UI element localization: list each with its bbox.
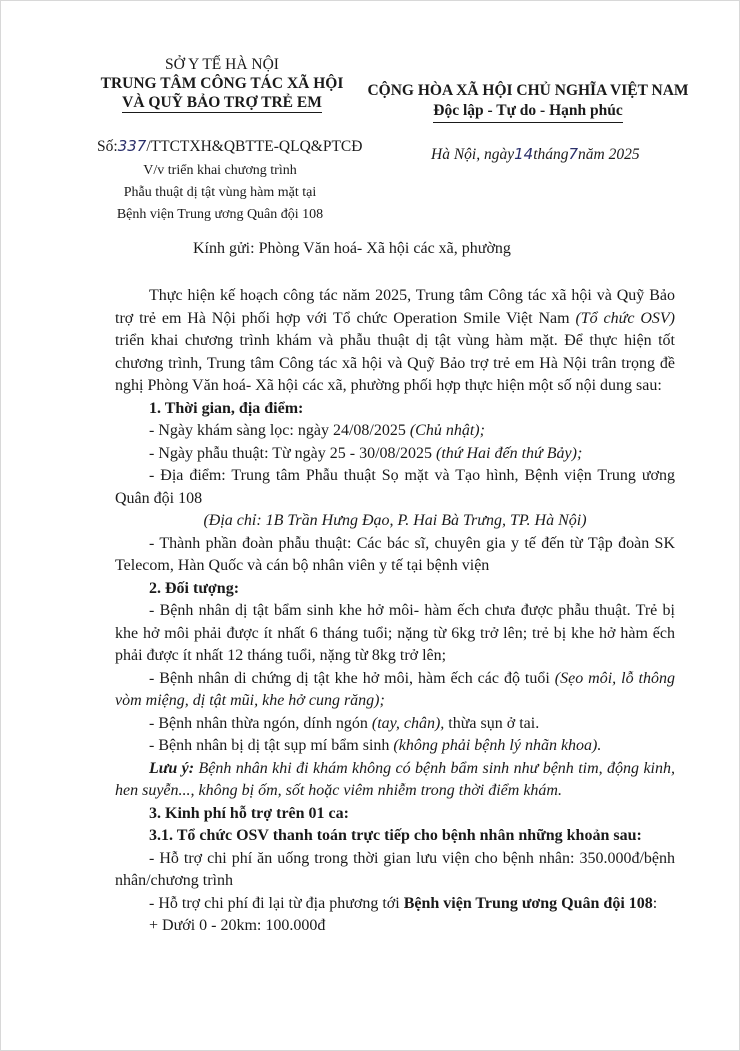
issuer-center-line2: VÀ QUỸ BẢO TRỢ TRẺ EM bbox=[122, 94, 322, 111]
document-body bbox=[115, 285, 675, 938]
section2-note: Lưu ý: Bệnh nhân khi đi khám không có bệnh bẩm sinh như bệnh tim, động kinh, hen suyễn..., không bị ốm, sốt hoặc viêm nhiễm trong thời điểm khám. bbox=[115, 759, 676, 799]
subject-line3: Bệnh viện Trung ương Quân đội 108 bbox=[116, 207, 324, 222]
issuer-center-line1: TRUNG TÂM CÔNG TÁC XÃ HỘI bbox=[100, 75, 344, 92]
subject-line2: Phẫu thuật dị tật vùng hàm mặt tại bbox=[123, 185, 317, 200]
section2-line1: - Bệnh nhân dị tật bẩm sinh khe hở môi- hàm ếch chưa được phẫu thuật. Trẻ bị khe hở môi phải được ít nhất 6 tháng tuổi; nặng từ 6kg trở lên; trẻ bị khe hở hàm ếch phải được ít nhất 12 tháng tuổi, nặng từ 8kg trở lên; bbox=[115, 602, 675, 664]
date-prefix: Hà Nội, ngày bbox=[431, 146, 515, 163]
date-line bbox=[431, 145, 640, 164]
document-number bbox=[97, 137, 362, 156]
recipient-line: Kính gửi: Phòng Văn hoá- Xã hội các xã, phường bbox=[193, 240, 511, 257]
nation-title: CỘNG HÒA XÃ HỘI CHỦ NGHĨA VIỆT NAM bbox=[367, 82, 689, 99]
section2-title: 2. Đối tượng: bbox=[149, 579, 240, 597]
issuer-block bbox=[97, 55, 347, 112]
section3-line2: - Hỗ trợ chi phí đi lại từ địa phương tới Bệnh viện Trung ương Quân đội 108: bbox=[149, 894, 658, 912]
national-header bbox=[363, 81, 693, 123]
intro-paragraph: Thực hiện kế hoạch công tác năm 2025, Trung tâm Công tác xã hội và Quỹ Bảo trợ trẻ em Hà Nội phối hợp với Tổ chức Operation Smile Việt Nam (Tổ chức OSV) triển khai chương trình khám và phẫu thuật dị tật vùng hàm mặt. Để thực hiện tốt chương trình, Trung tâm Công tác xã hội và Quỹ Bảo trợ trẻ em Hà Nội trân trọng đề nghị Phòng Văn hoá- Xã hội các xã, phường phối hợp thực hiện một số nội dung sau: bbox=[115, 287, 675, 394]
date-suffix: năm 2025 bbox=[578, 146, 640, 163]
subject-block bbox=[97, 160, 343, 226]
section1-line2: - Ngày phẫu thuật: Từ ngày 25 - 30/08/2025 (thứ Hai đến thứ Bảy); bbox=[149, 444, 583, 462]
section1-address: (Địa chỉ: 1B Trần Hưng Đạo, P. Hai Bà Trưng, TP. Hà Nội) bbox=[203, 512, 587, 529]
section2-line4: - Bệnh nhân bị dị tật sụp mí bẩm sinh (không phải bệnh lý nhãn khoa). bbox=[149, 737, 602, 754]
section1-line3: - Địa điểm: Trung tâm Phẫu thuật Sọ mặt và Tạo hình, Bệnh viện Trung ương Quân đội 108 bbox=[115, 467, 675, 507]
section1-title: 1. Thời gian, địa điểm: bbox=[149, 399, 304, 417]
section2-line2: - Bệnh nhân di chứng dị tật khe hở môi, hàm ếch các độ tuổi (Sẹo môi, lỗ thông vòm miệng, dị tật mũi, khe hở cung răng); bbox=[115, 669, 675, 709]
section1-line4: - Thành phần đoàn phẫu thuật: Các bác sĩ, chuyên gia y tế đến từ Tập đoàn SK Telecom, Hàn Quốc và cán bộ nhân viên y tế tại bệnh viện bbox=[115, 534, 675, 574]
section3-line3: + Dưới 0 - 20km: 100.000đ bbox=[149, 917, 326, 934]
section1-line1: - Ngày khám sàng lọc: ngày 24/08/2025 (Chủ nhật); bbox=[149, 422, 485, 439]
so-suffix: /TTCTXH&QBTTE-QLQ&PTCĐ bbox=[146, 138, 363, 155]
date-mid: tháng bbox=[533, 146, 569, 163]
section3-sub: 3.1. Tổ chức OSV thanh toán trực tiếp cho bệnh nhân những khoản sau: bbox=[149, 827, 642, 844]
section2-line3: - Bệnh nhân thừa ngón, dính ngón (tay, chân), thừa sụn ở tai. bbox=[149, 714, 540, 732]
date-month: 7 bbox=[568, 145, 579, 163]
so-label: Số: bbox=[97, 138, 118, 155]
date-day: 14 bbox=[514, 145, 534, 163]
section3-line1: - Hỗ trợ chi phí ăn uống trong thời gian lưu viện cho bệnh nhân: 350.000đ/bệnh nhân/chương trình bbox=[115, 849, 675, 889]
motto: Độc lập - Tự do - Hạnh phúc bbox=[433, 101, 622, 123]
so-handwritten: 337 bbox=[117, 137, 147, 155]
issuer-department: SỞ Y TẾ HÀ NỘI bbox=[165, 56, 279, 73]
subject-line1: V/v triển khai chương trình bbox=[143, 163, 297, 178]
section3-title: 3. Kinh phí hỗ trợ trên 01 ca: bbox=[149, 804, 349, 822]
